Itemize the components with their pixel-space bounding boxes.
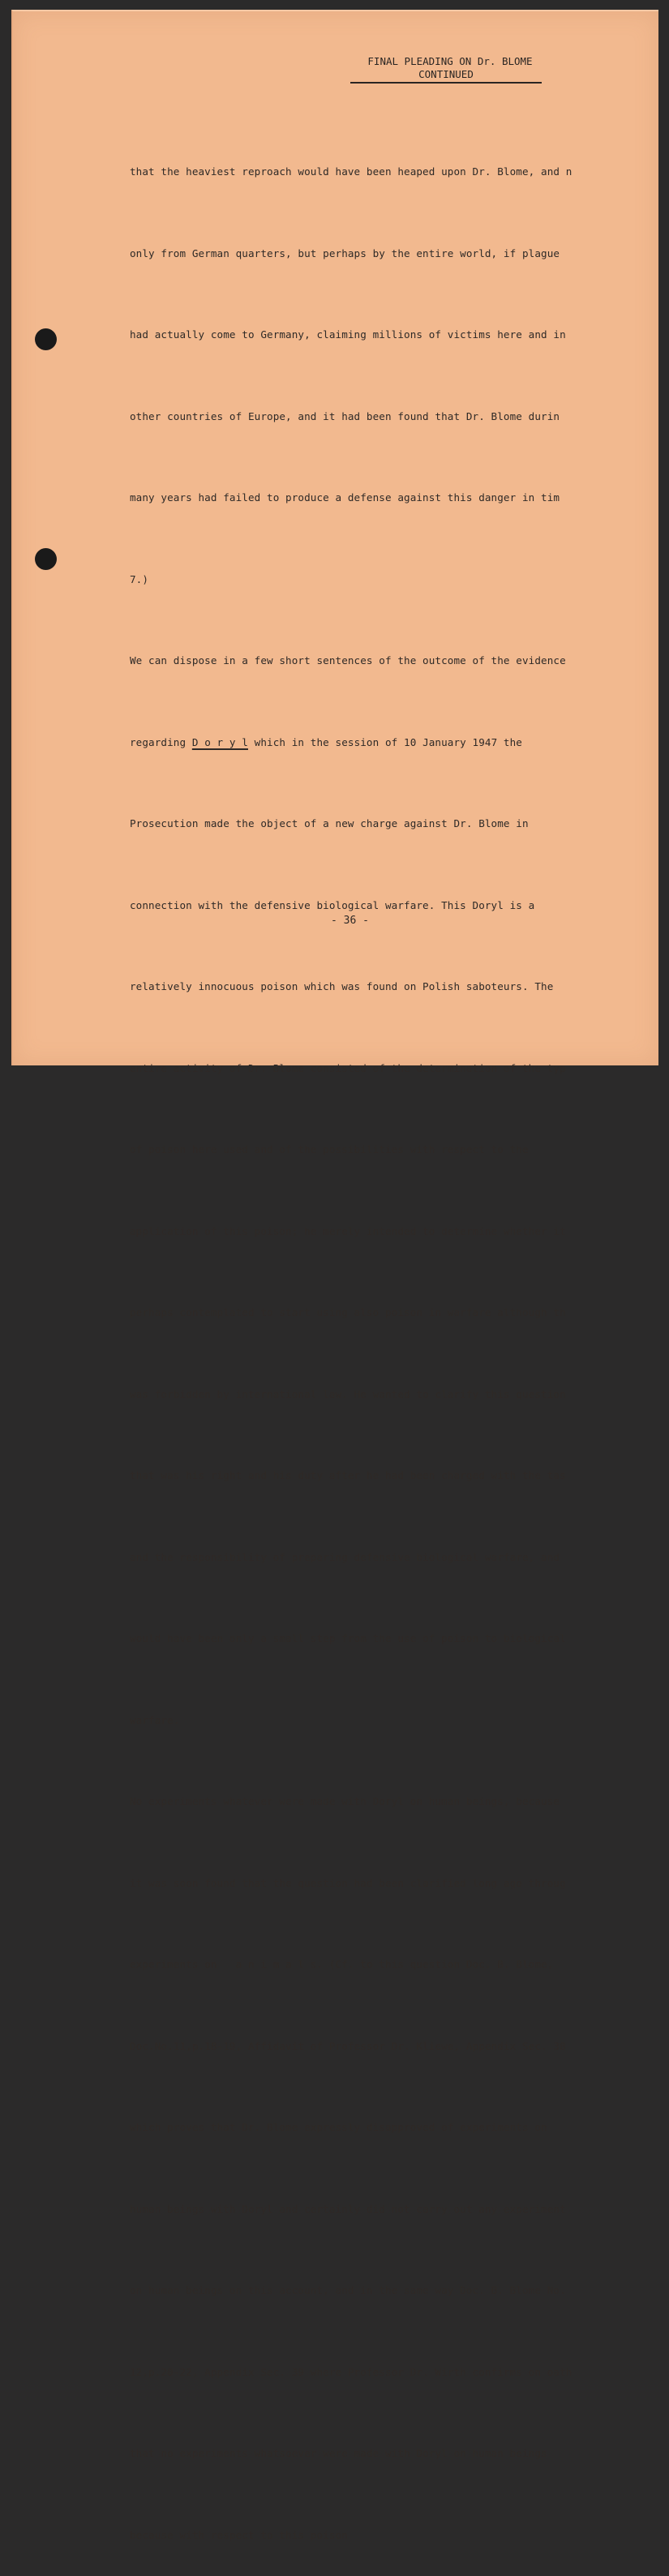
body-line: We can dispose in a few short sentences of the outcome of the evidence [130, 654, 566, 667]
body-line: that was his right and his duty after he had been charged with the tas [130, 1469, 566, 1481]
body-line: other countries of Europe, and it had been found that Dr. Blome durin [130, 409, 560, 422]
body-line: 12,p.20-22, Appendix Sec. 39 where Professor Dr. Wirth confirms on oath [130, 2365, 573, 2378]
header-continued: CONTINUED [350, 68, 542, 84]
animals-spaced: a n i m a l s. [235, 1958, 324, 1970]
page-header [350, 55, 542, 84]
body-line: connection with the defensive biological warfare. This Doryl is a [130, 898, 535, 911]
body-line: had actually come to Germany, claiming millions of victims here and in [130, 328, 566, 341]
body-line: perhaps contemplated to start using also poison in warfare although th [130, 1306, 566, 1318]
body-line: relatively innocuous poison which was found on Polish saboteurs. The [130, 980, 554, 992]
punch-hole-bottom [35, 548, 57, 570]
punch-hole-top [35, 328, 57, 350]
body-line: Prosecution made the object of a new charge against Dr. Blome in [130, 817, 529, 829]
body-line: would have been only a small step from the use of poison to biological [130, 1632, 566, 1644]
body-line: that no experiments whatsoever were made with Doryl on human beings [130, 2447, 547, 2459]
body-line: No experiments whatever were made with Doryl on human beings, because [130, 1795, 560, 1807]
body-text: which in the session of 10 January 1947 the [247, 735, 522, 748]
body-text: (Cf. to this question Doc. B. Blome, [323, 1958, 554, 1970]
body-line: only from German quarters, but perhaps by the entire world, if plague [130, 246, 560, 259]
body-text: regarding [130, 735, 192, 748]
body-line: because with respect to this poison [130, 2528, 348, 2541]
body-line: and the responsibility of preparing defensive biological warfare, and [130, 1550, 560, 1563]
body-line: human beings with Doryl and certainly did not carry out any experiment [130, 2202, 566, 2215]
body-line: 7.) [130, 572, 149, 585]
body-line: Doc.No.11,p.18-19, Affidavit of Professor Dr. Kliewe, Appendix Sec. 38 [130, 2039, 566, 2052]
body-line: application of this poison; he merely intended to determine whether it [130, 1224, 566, 1237]
body-text: experiments on [130, 1958, 236, 1970]
body-line: entire activity of Dr. Blome consisted of the determination of the typ [130, 1061, 566, 1074]
page-number: - 36 - [331, 915, 369, 927]
body-line: which proves that Dr. Blome expressly disapproved of experiments on [130, 2121, 547, 2133]
body-line: was forbidden by international law. He wanted to clarify this question [130, 1387, 566, 1400]
body-line: many years had failed to produce a defense against this danger in tim [130, 491, 560, 504]
body-line: that the heaviest reproach would have been heaped upon Dr. Blome, and n [130, 165, 573, 178]
body-line-animals [130, 1951, 616, 1978]
body-line: on human beings on this account, and in the same way Doc. B. Blome No. [130, 2284, 566, 2296]
body-line: warfare. [130, 1713, 180, 1726]
body-line: it was soon found that the question had been clarified long ago throug [130, 1876, 566, 1889]
document-body [130, 104, 616, 2576]
header-title: FINAL PLEADING ON Dr. BLOME [367, 55, 533, 67]
body-line-doryl [130, 729, 616, 757]
doryl-underlined: D o r y l [191, 735, 248, 748]
body-line: of poison here used and of the possibilities with respect to the [130, 1143, 529, 1155]
